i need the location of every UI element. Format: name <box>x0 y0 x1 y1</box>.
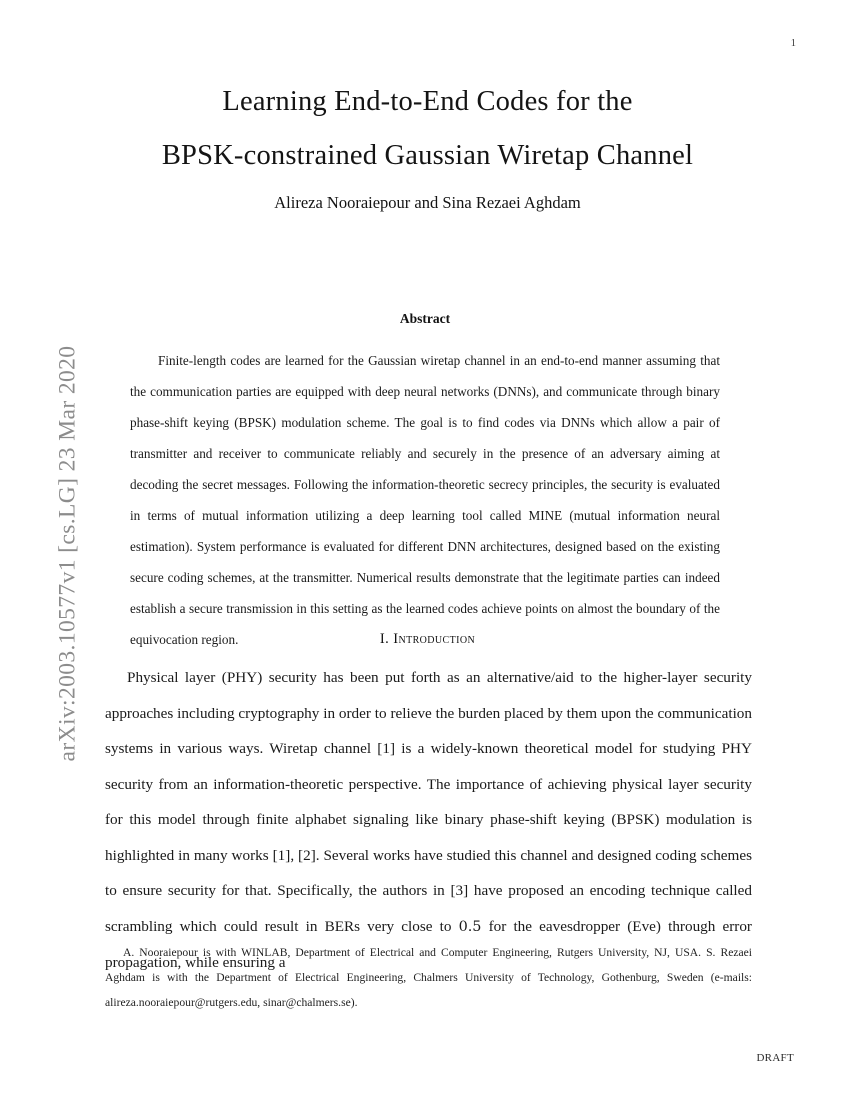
section-title: Introduction <box>393 631 476 647</box>
arxiv-identifier-stamp: arXiv:2003.10577v1 [cs.LG] 23 Mar 2020 <box>54 345 81 762</box>
author-affiliation-footnote: A. Nooraiepour is with WINLAB, Department of Electrical and Computer Engineering, Rutgers University, NJ, USA. S. Rezaei Aghdam is with the Department of Electrical Engineering, Chalmers University of Technology, Gothenburg, Sweden (e-mails: alireza.nooraiepour@rutgers.edu, sinar@chalmers.se). <box>105 946 752 1009</box>
section-number: I. <box>379 631 390 647</box>
section-heading-introduction <box>105 631 750 648</box>
introduction-paragraph <box>105 660 752 981</box>
author-list: Alireza Nooraiepour and Sina Rezaei Aghdam <box>274 193 581 212</box>
abstract-heading: Abstract <box>399 311 451 326</box>
paper-title-line-2: BPSK-constrained Gaussian Wiretap Channel <box>161 140 694 171</box>
page-number: 1 <box>790 38 796 49</box>
introduction-ber-value: 0.5 <box>458 918 482 935</box>
page-footer-draft-label: DRAFT <box>756 1052 794 1064</box>
introduction-text-part-2: for the eavesdropper (Eve) through error propagation, while ensuring a <box>105 917 752 971</box>
abstract-text: Finite-length codes are learned for the Gaussian wiretap channel in an end-to-end manner assuming that the communication parties are equipped with deep neural networks (DNNs), and communicate through binary phase-shift keying (BPSK) modulation scheme. The goal is to find codes via DNNs which allow a pair of transmitter and receiver to communicate reliably and securely in the presence of an adversary aiming at decoding the secret messages. Following the information-theoretic secrecy principles, the security is evaluated in terms of mutual information utilizing a deep learning tool called MINE (mutual information neural estimation). System performance is evaluated for different DNN architectures, designed based on the existing secure coding schemes, at the transmitter. Numerical results demonstrate that the legitimate parties can indeed establish a secure transmission in this setting as the learned codes achieve points on almost the boundary of the equivocation region. <box>130 353 720 647</box>
paper-title <box>100 75 755 183</box>
introduction-text-part-1: Physical layer (PHY) security has been put forth as an alternative/aid to the higher-layer security approaches including cryptography in order to relieve the burden placed by them upon the communication systems in various ways. Wiretap channel [1] is a widely-known theoretical model for studying PHY security from an information-theoretic perspective. The importance of achieving physical layer security for this model through finite alphabet signaling like binary phase-shift keying (BPSK) modulation is highlighted in many works [1], [2]. Several works have studied this channel and designed coding schemes to ensure security for that. Specifically, the authors in [3] have proposed an encoding technique called scrambling which could result in BERs very close to <box>105 669 752 935</box>
paper-title-line-1: Learning End-to-End Codes for the <box>222 86 633 117</box>
